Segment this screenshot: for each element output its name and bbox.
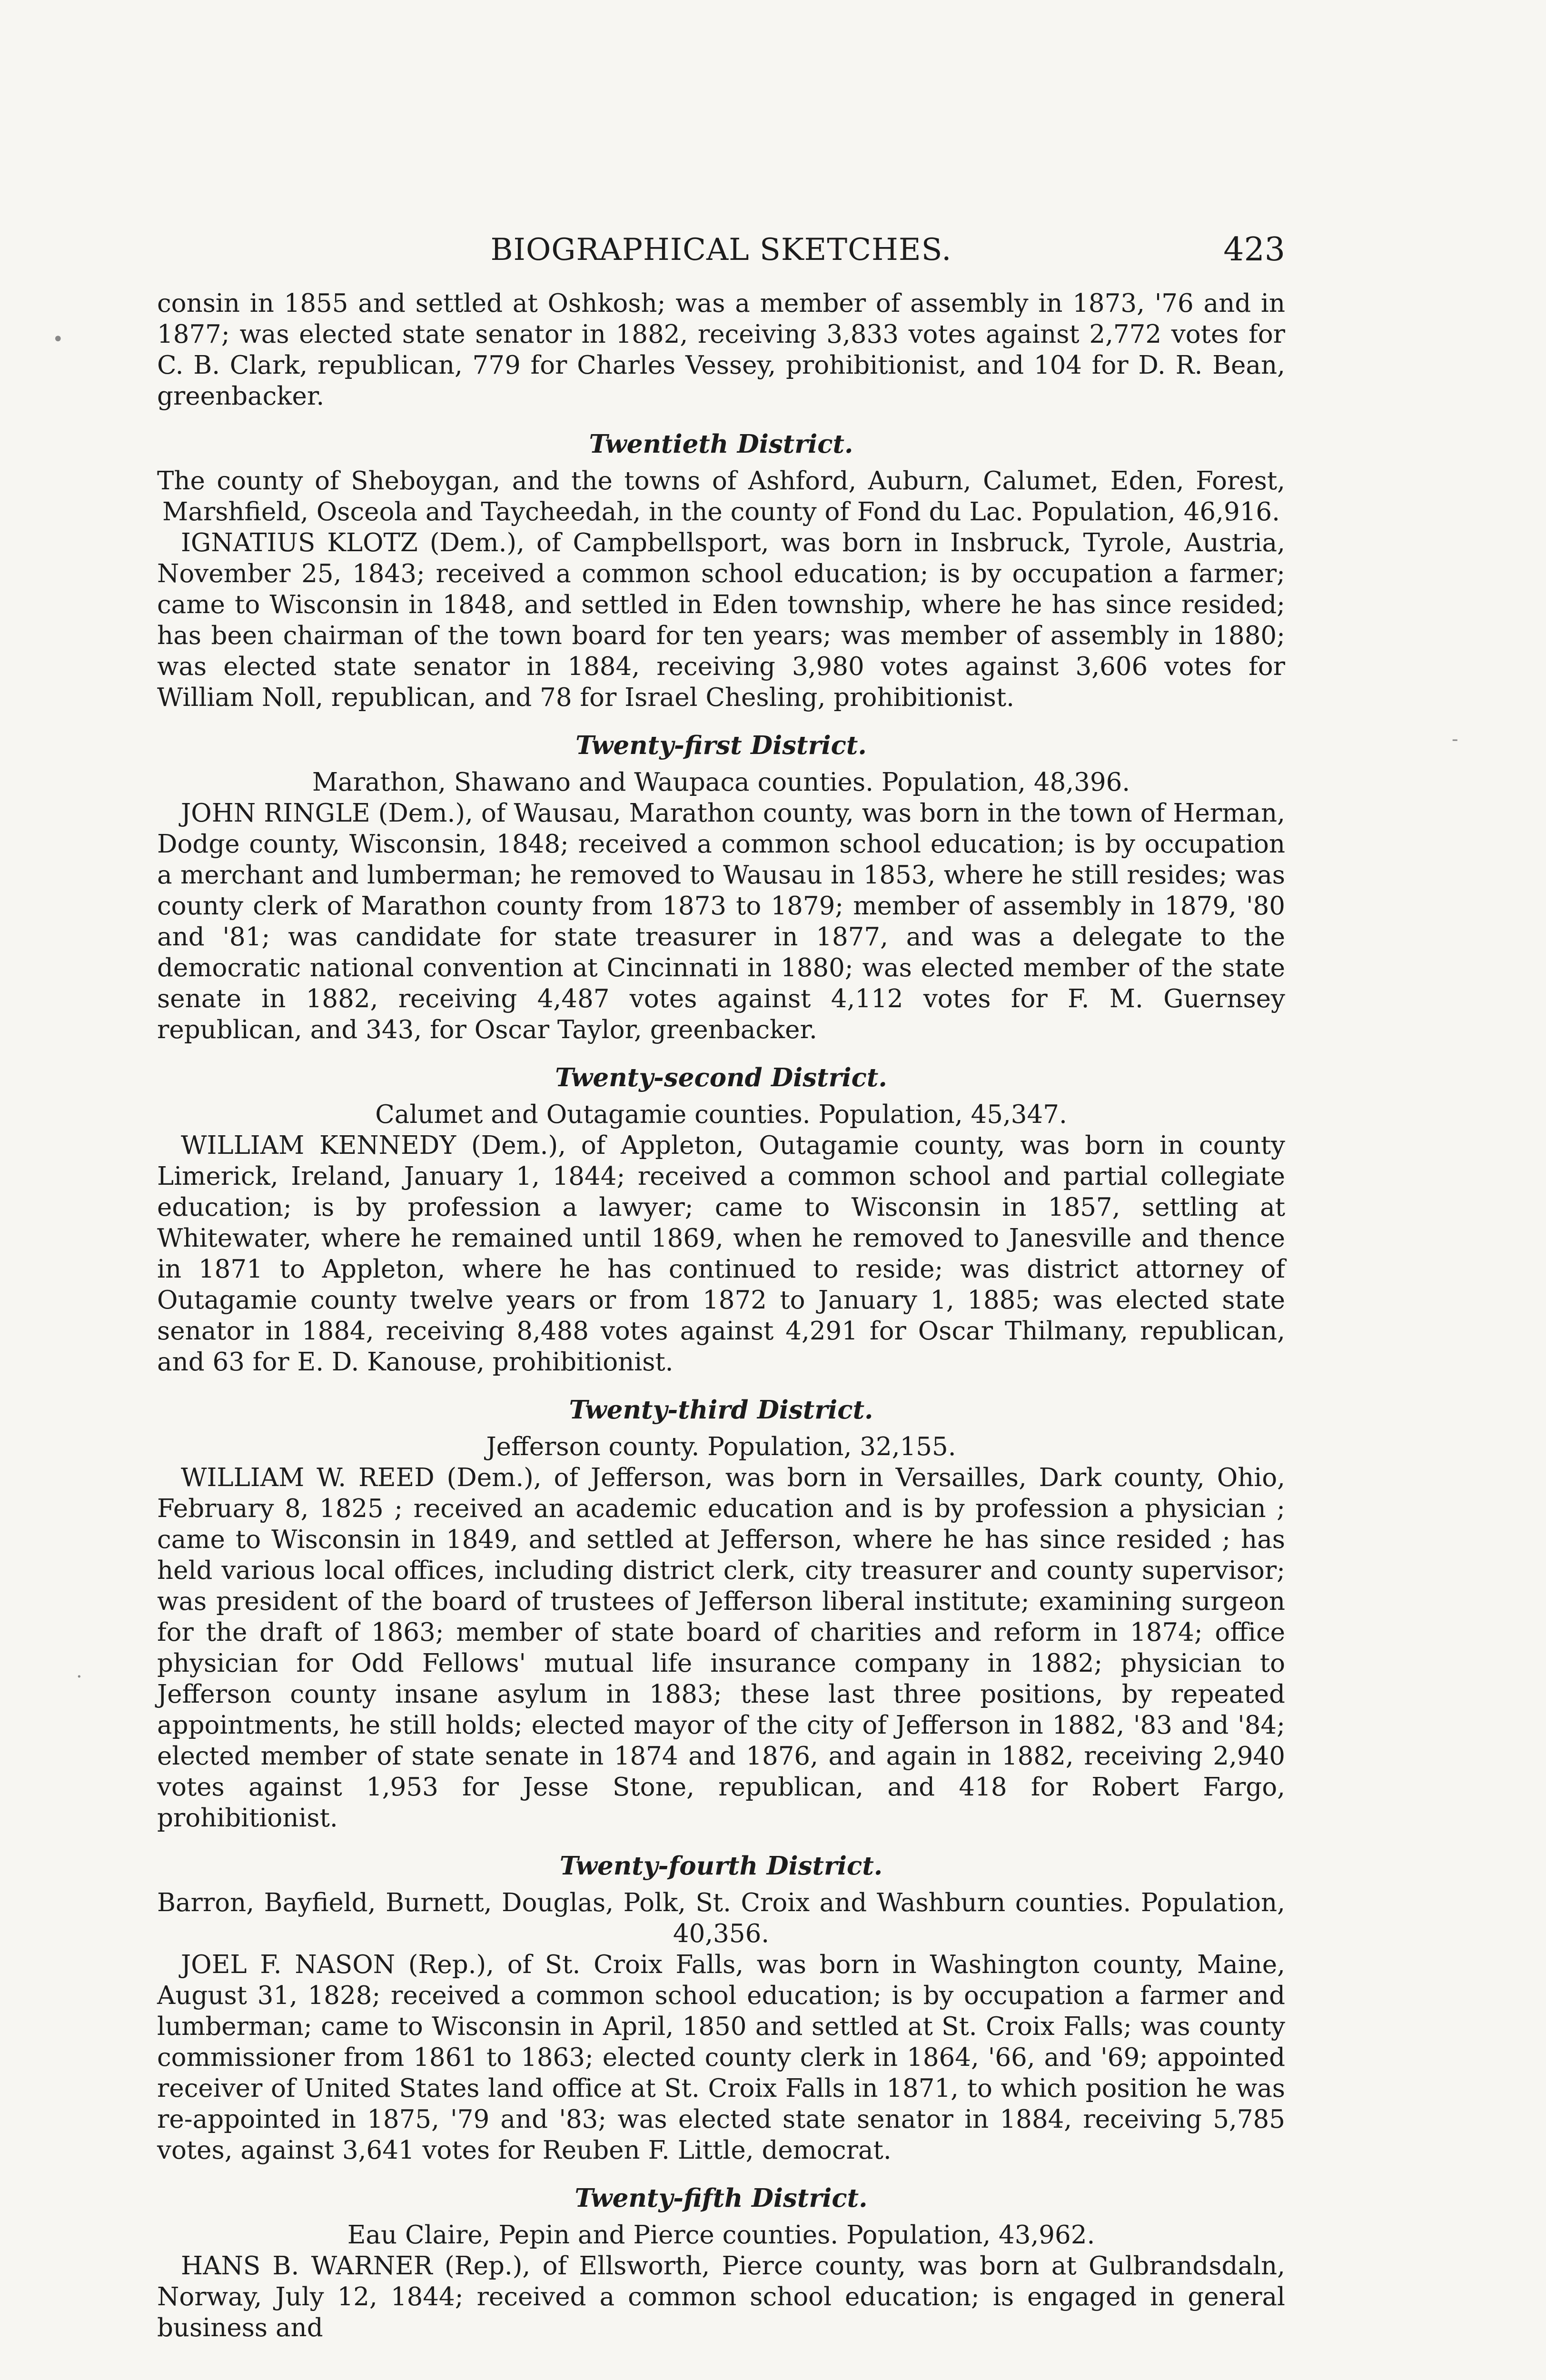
scan-speck: · bbox=[76, 1666, 82, 1688]
bio-paragraph-kennedy: WILLIAM KENNEDY (Dem.), of Appleton, Outagamie county, was born in county Limerick, Ireland, January 1, 1844; received a common school and partial collegiate education; is by profession a lawyer; came to Wisconsin in 1857, settling at Whitewater, where he remained until 1869, when he removed to Janesville and thence in 1871 to Appleton, where he has continued to reside; was district attorney of Outagamie county twelve years or from 1872 to January 1, 1885; was elected state senator in 1884, receiving 8,488 votes against 4,291 for Oscar Thilmany, republican, and 63 for E. D. Kanouse, prohibitionist. bbox=[157, 1131, 1285, 1377]
district-heading-twenty-fifth: Twenty-fifth District. bbox=[575, 2183, 868, 2213]
district-region-twenty-first: Marathon, Shawano and Waupaca counties. Population, 48,396. bbox=[312, 768, 1130, 797]
scan-speck: • bbox=[52, 328, 64, 350]
page-number: 423 bbox=[1223, 231, 1285, 268]
page-body bbox=[157, 288, 1285, 2343]
district-region-twenty-second: Calumet and Outagamie counties. Population, 45,347. bbox=[375, 1100, 1067, 1129]
bio-paragraph-nason: JOEL F. NASON (Rep.), of St. Croix Falls, was born in Washington county, Maine, August 31, 1828; received a common school education; is by occupation a farmer and lumberman; came to Wisconsin in April, 1850 and settled at St. Croix Falls; was county commissioner from 1861 to 1863; elected county clerk in 1864, '66, and '69; appointed receiver of United States land office at St. Croix Falls in 1871, to which position he was re-appointed in 1875, '79 and '83; was elected state senator in 1884, receiving 5,785 votes, against 3,641 votes for Reuben F. Little, democrat. bbox=[157, 1950, 1285, 2165]
scan-speck: - bbox=[1452, 728, 1458, 750]
page-header bbox=[157, 224, 1285, 276]
bio-paragraph-warner: HANS B. WARNER (Rep.), of Ellsworth, Pierce county, was born at Gulbrandsdaln, Norway, July 12, 1844; received a common school education; is engaged in general business and bbox=[157, 2251, 1285, 2342]
bio-paragraph-reed: WILLIAM W. REED (Dem.), of Jefferson, was born in Versailles, Dark county, Ohio, February 8, 1825 ; received an academic education and is by profession a physician ; came to Wisconsin in 1849, and settled at Jefferson, where he has since resided ; has held various local offices, including district clerk, city treasurer and county supervisor; was president of the board of trustees of Jefferson liberal institute; examining surgeon for the draft of 1863; member of state board of charities and reform in 1874; office physician for Odd Fellows' mutual life insurance company in 1882; physician to Jefferson county insane asylum in 1883; these last three positions, by repeated appointments, he still holds; elected mayor of the city of Jefferson in 1882, '83 and '84; elected member of state senate in 1874 and 1876, and again in 1882, receiving 2,940 votes against 1,953 for Jesse Stone, republican, and 418 for Robert Fargo, prohibitionist. bbox=[157, 1463, 1285, 1833]
district-region-twenty-fifth: Eau Claire, Pepin and Pierce counties. Population, 43,962. bbox=[347, 2221, 1095, 2250]
running-title: BIOGRAPHICAL SKETCHES. bbox=[490, 232, 952, 268]
district-heading-twenty-second: Twenty-second District. bbox=[555, 1063, 887, 1092]
district-region-twenty-third: Jefferson county. Population, 32,155. bbox=[486, 1432, 956, 1461]
intro-paragraph: consin in 1855 and settled at Oshkosh; was a member of assembly in 1873, '76 and in 1877; was elected state senator in 1882, receiving 3,833 votes against 2,772 votes for C. B. Clark, republican, 779 for Charles Vessey, prohibitionist, and 104 for D. R. Bean, greenbacker. bbox=[157, 289, 1285, 411]
district-heading-twentieth: Twentieth District. bbox=[589, 429, 853, 459]
district-heading-twenty-third: Twenty-third District. bbox=[569, 1395, 873, 1425]
district-region-twentieth: The county of Sheboygan, and the towns of Ashford, Auburn, Calumet, Eden, Forest, Marshfield, Osceola and Taycheedah, in the county of Fond du Lac. Population, 46,916. bbox=[157, 466, 1285, 526]
district-heading-twenty-first: Twenty-first District. bbox=[575, 731, 867, 760]
bio-paragraph-klotz: IGNATIUS KLOTZ (Dem.), of Campbellsport, was born in Insbruck, Tyrole, Austria, November 25, 1843; received a common school education; is by occupation a farmer; came to Wisconsin in 1848, and settled in Eden township, where he has since resided; has been chairman of the town board for ten years; was member of assembly in 1880; was elected state senator in 1884, receiving 3,980 votes against 3,606 votes for William Noll, republican, and 78 for Israel Chesling, prohibitionist. bbox=[157, 528, 1285, 712]
district-region-twenty-fourth: Barron, Bayfield, Burnett, Douglas, Polk, St. Croix and Washburn counties. Population, 40,356. bbox=[157, 1888, 1285, 1948]
bio-paragraph-ringle: JOHN RINGLE (Dem.), of Wausau, Marathon county, was born in the town of Herman, Dodge county, Wisconsin, 1848; received a common school education; is by occupation a merchant and lumberman; he removed to Wausau in 1853, where he still resides; was county clerk of Marathon county from 1873 to 1879; member of assembly in 1879, '80 and '81; was candidate for state treasurer in 1877, and was a delegate to the democratic national convention at Cincinnati in 1880; was elected member of the state senate in 1882, receiving 4,487 votes against 4,112 votes for F. M. Guernsey republican, and 343, for Oscar Taylor, greenbacker. bbox=[157, 799, 1285, 1044]
district-heading-twenty-fourth: Twenty-fourth District. bbox=[559, 1851, 883, 1881]
